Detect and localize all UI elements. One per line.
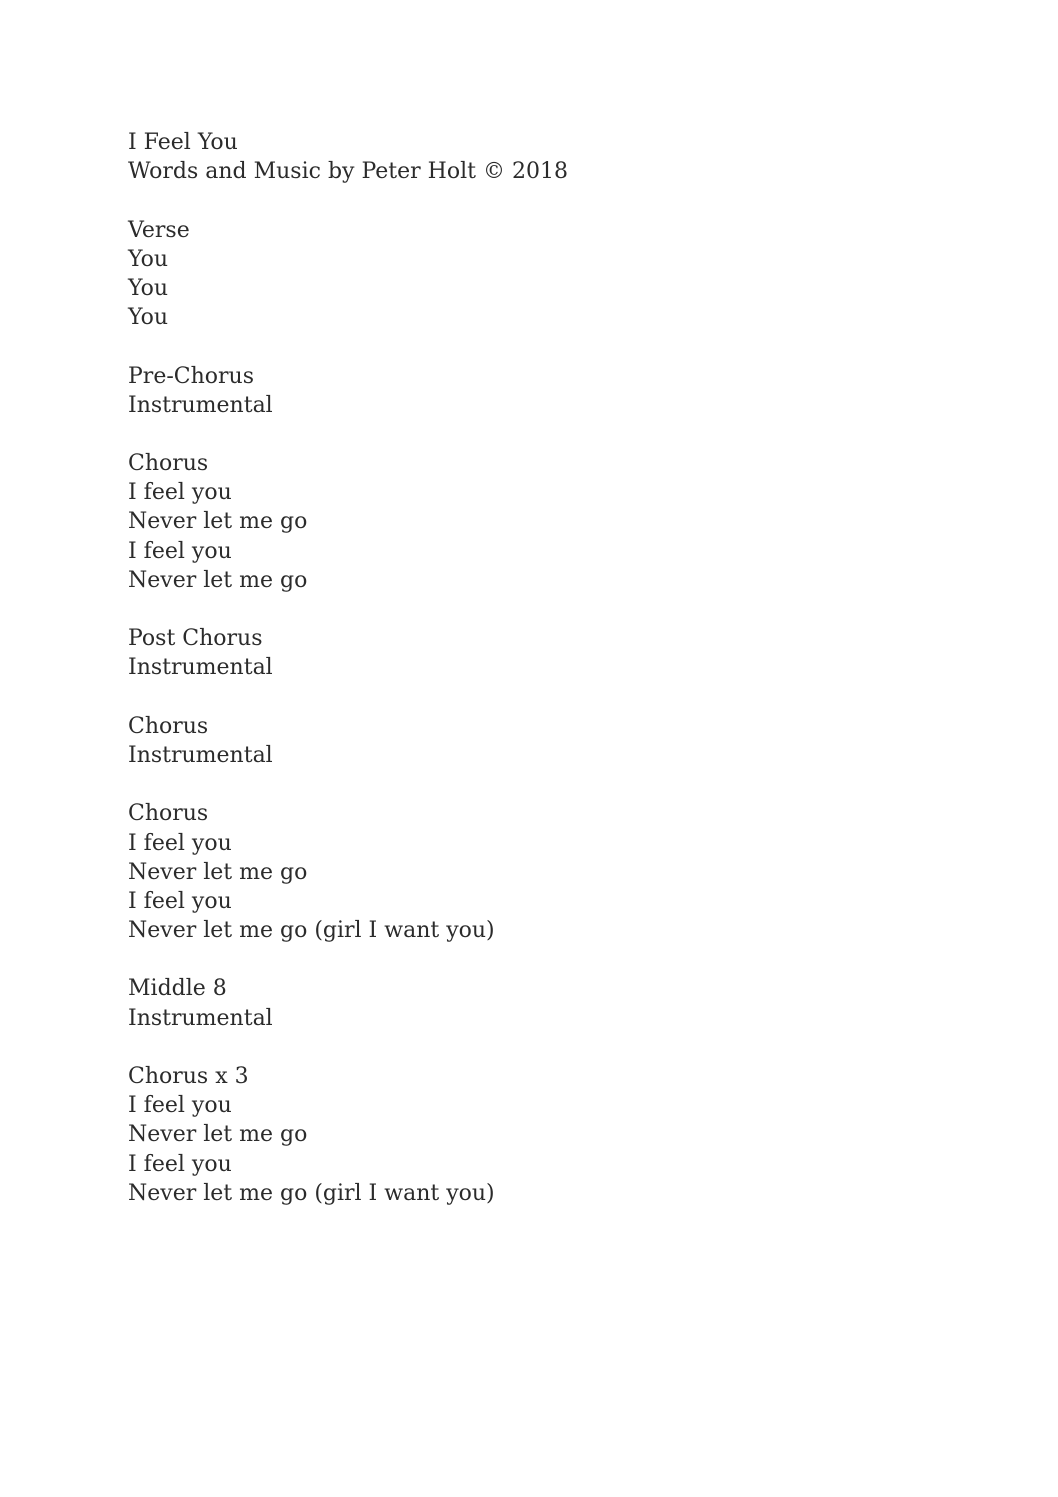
song-title: I Feel You (128, 130, 238, 155)
lyric-line: Never let me go (girl I want you) (128, 918, 495, 944)
lyric-line: Instrumental (128, 392, 273, 418)
section-middle-8 (128, 974, 928, 1032)
lyric-line: Never let me go (girl I want you) (128, 1180, 495, 1206)
song-credit: Words and Music by Peter Holt © 2018 (128, 159, 568, 185)
lyric-line: You (128, 246, 169, 272)
section-label: Post Chorus (128, 626, 263, 652)
section-chorus-1 (128, 449, 928, 595)
section-label: Verse (128, 217, 190, 243)
section-verse (128, 216, 928, 333)
song-header (128, 128, 928, 186)
section-label: Chorus x 3 (128, 1064, 249, 1089)
lyric-line: Instrumental (128, 742, 273, 768)
section-label: Pre-Chorus (128, 363, 254, 389)
lyric-line: I feel you (128, 888, 232, 914)
section-chorus-2 (128, 712, 928, 770)
section-label: Chorus (128, 801, 209, 827)
section-label: Middle 8 (128, 976, 227, 1002)
lyric-line: I feel you (128, 1093, 232, 1119)
lyric-line: I feel you (128, 830, 232, 856)
lyric-line: Never let me go (128, 509, 308, 535)
section-post-chorus (128, 624, 928, 682)
section-chorus-x3 (128, 1062, 928, 1208)
lyric-line: You (128, 305, 169, 331)
lyric-line: I feel you (128, 538, 232, 564)
lyric-line: Instrumental (128, 655, 273, 681)
lyric-line: Instrumental (128, 1005, 273, 1031)
lyric-line: Never let me go (128, 567, 308, 593)
section-label: Chorus (128, 713, 209, 739)
lyric-line: Never let me go (128, 859, 308, 885)
lyric-sheet (128, 128, 928, 1208)
lyric-line: I feel you (128, 1151, 232, 1177)
section-pre-chorus (128, 362, 928, 420)
lyric-line: Never let me go (128, 1122, 308, 1148)
lyric-line: I feel you (128, 480, 232, 506)
lyric-line: You (128, 275, 169, 301)
section-chorus-3 (128, 799, 928, 945)
section-label: Chorus (128, 451, 209, 477)
